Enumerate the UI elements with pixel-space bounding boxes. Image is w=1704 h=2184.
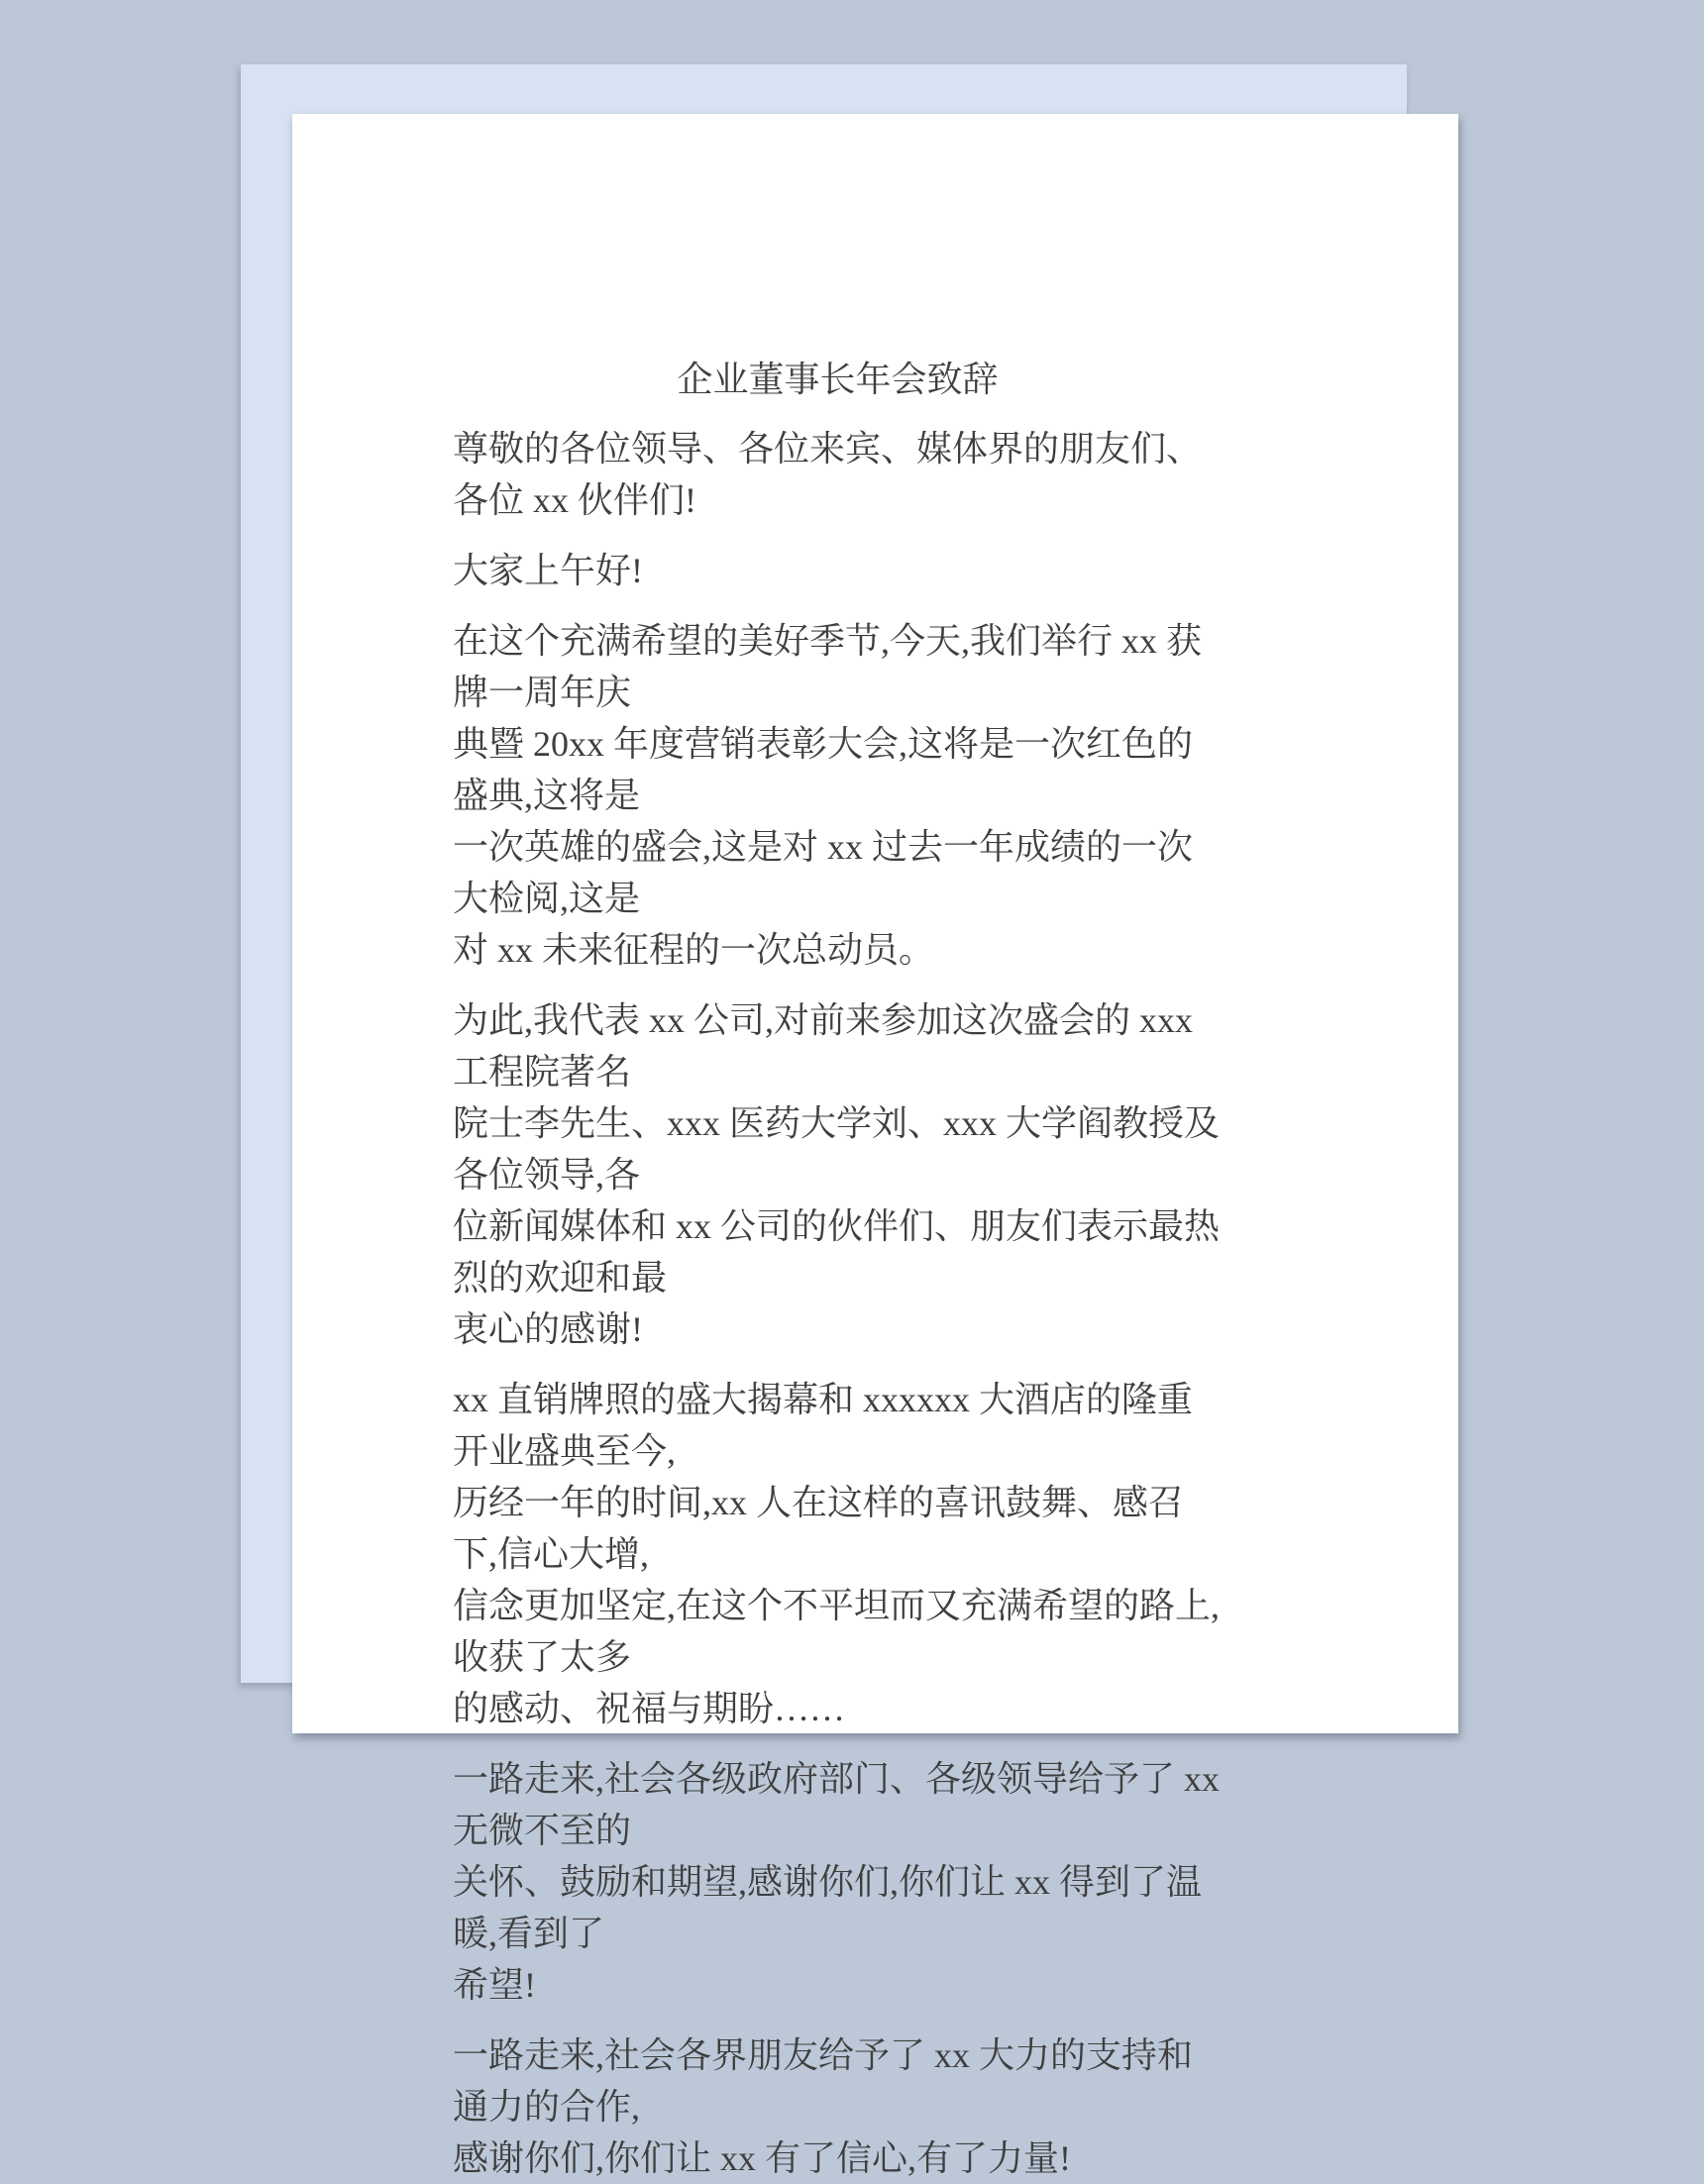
text-line: 关怀、鼓励和期望,感谢你们,你们让 xx 得到了温暖,看到了 bbox=[453, 1862, 1203, 1953]
paragraph bbox=[453, 615, 1223, 976]
paragraph bbox=[453, 2029, 1223, 2184]
paragraph bbox=[453, 1753, 1223, 2011]
text-line: 的感动、祝福与期盼…… bbox=[453, 1689, 846, 1728]
text-line: 在这个充满希望的美好季节,今天,我们举行 xx 获牌一周年庆 bbox=[453, 621, 1203, 712]
paragraph bbox=[453, 994, 1223, 1355]
text-line: 院士李先生、xxx 医药大学刘、xxx 大学阎教授及各位领导,各 bbox=[453, 1103, 1221, 1195]
text-line: 历经一年的时间,xx 人在这样的喜讯鼓舞、感召下,信心大增, bbox=[453, 1483, 1185, 1574]
text-line: 衷心的感谢! bbox=[453, 1309, 643, 1349]
text-line: 位新闻媒体和 xx 公司的伙伴们、朋友们表示最热烈的欢迎和最 bbox=[453, 1206, 1221, 1298]
text-line: 对 xx 未来征程的一次总动员。 bbox=[453, 930, 935, 970]
document-page bbox=[292, 114, 1458, 2178]
text-line: 大家上午好! bbox=[453, 551, 643, 590]
text-line: 一路走来,社会各界朋友给予了 xx 大力的支持和通力的合作, bbox=[453, 2035, 1194, 2127]
paragraph bbox=[453, 423, 1223, 526]
document-title: 企业董事长年会致辞 bbox=[677, 360, 999, 399]
text-line: 为此,我代表 xx 公司,对前来参加这次盛会的 xxx 工程院著名 bbox=[453, 1000, 1194, 1092]
paragraph bbox=[453, 545, 1223, 596]
text-line: 感谢你们,你们让 xx 有了信心,有了力量! bbox=[453, 2138, 1071, 2178]
text-line: 希望! bbox=[453, 1965, 536, 2005]
text-line: 信念更加坚定,在这个不平坦而又充满希望的路上,收获了太多 bbox=[453, 1586, 1221, 1677]
text-line: 一路走来,社会各级政府部门、各级领导给予了 xx 无微不至的 bbox=[453, 1759, 1221, 1850]
paragraph bbox=[453, 1374, 1223, 1734]
text-line: xx 直销牌照的盛大揭幕和 xxxxxx 大酒店的隆重开业盛典至今, bbox=[453, 1380, 1194, 1471]
text-line: 一次英雄的盛会,这是对 xx 过去一年成绩的一次大检阅,这是 bbox=[453, 827, 1194, 918]
text-line: 典暨 20xx 年度营销表彰大会,这将是一次红色的盛典,这将是 bbox=[453, 724, 1194, 815]
text-line: 尊敬的各位领导、各位来宾、媒体界的朋友们、各位 xx 伙伴们! bbox=[453, 429, 1203, 520]
document-body bbox=[453, 423, 1223, 2184]
